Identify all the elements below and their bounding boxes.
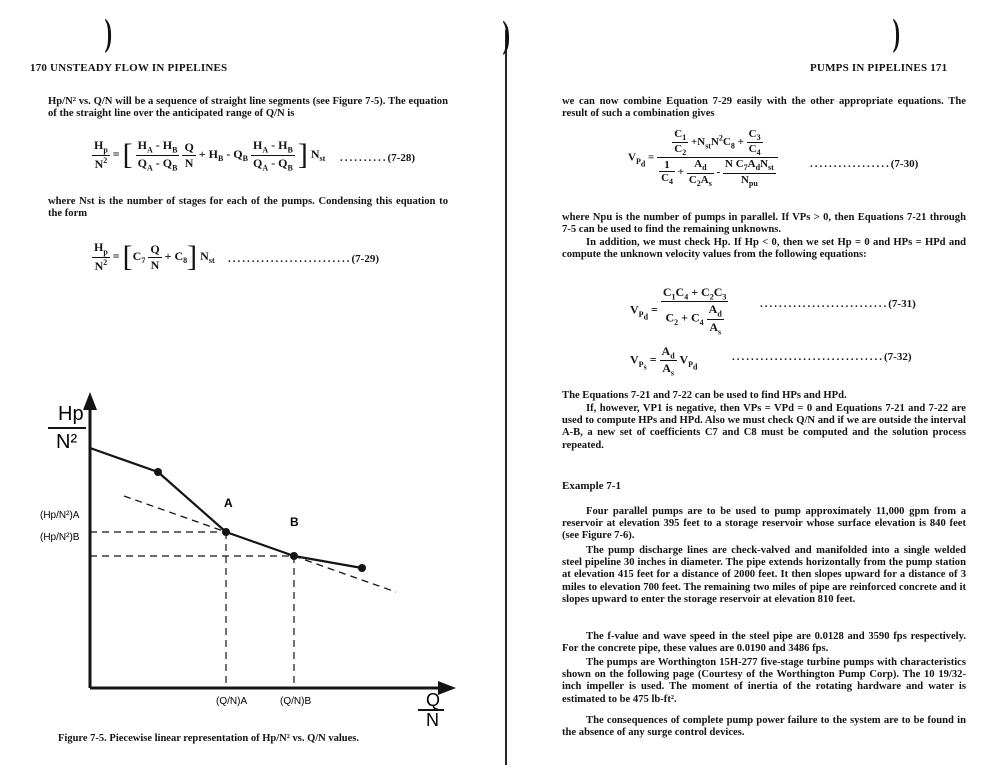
book-spine: [505, 30, 507, 765]
point-a-label: A: [224, 496, 233, 510]
condense-paragraph: where Nst is the number of stages for each of the pumps. Condensing this equation to the form: [48, 196, 448, 220]
x-axis-label-num: Q: [426, 690, 441, 710]
curve-point-1: [154, 468, 162, 476]
curve-segment-2: [158, 472, 226, 532]
combine-paragraph: we can now combine Equation 7-29 easily with the other appropriate equations. The result of such a combination gives: [562, 96, 966, 120]
curve-segment-4: [294, 556, 362, 568]
x-tick-a: (Q/N)A: [216, 696, 248, 707]
left-page: [0, 0, 490, 770]
example-paragraph-3: The f-value and wave speed in the steel pipe are 0.0128 and 3590 fps respectively. For the concrete pipe, these values are 0.0190 and 3486 fps.: [562, 631, 966, 655]
equation-7-28: $\frac{H_p}{N^2}$ = [ $\frac{H_A - H_B}{Q_A - Q_B}$ $\frac{Q}{N}$ + $H_B - Q_B$ $\frac{H_A - H_B}{Q_A - Q_B}$ ] $N_{st}$: [94, 138, 326, 172]
example-paragraph-2: The pump discharge lines are check-valved and manifolded into a single welded steel pipeline 30 inches in diameter. The pipe extends horizontally from the pump station at elevation 415 feet for a distance of 2000 feet. It then slopes upward for a distance of 3 miles to elevation 700 feet. The remaining two miles of pipe are reinforced concrete and it slopes upward to enter the storage reservoir at elevation 810 feet.: [562, 545, 966, 605]
equation-7-28-number: ..........(7-28): [340, 152, 415, 164]
y-axis-label-num: Hp: [58, 403, 84, 425]
point-b-label: B: [290, 515, 299, 529]
y-axis-label-den: N²: [56, 431, 78, 453]
curve-segment-1: [90, 448, 158, 472]
equation-7-31-number: ...........................(7-31): [760, 298, 916, 310]
x-axis-label-den: N: [426, 710, 439, 728]
equation-7-30-number: .................(7-30): [810, 158, 919, 170]
left-page-header: 170 UNSTEADY FLOW IN PIPELINES: [30, 62, 228, 74]
right-page: [510, 0, 1000, 770]
x-tick-b: (Q/N)B: [280, 696, 312, 707]
piecewise-curve: [90, 448, 396, 688]
extension-line-ab: [124, 496, 396, 592]
equation-7-29-number: ..........................(7-29): [228, 253, 379, 265]
example-title: Example 7-1: [562, 480, 621, 492]
equation-7-29: $\frac{H_p}{N^2}$ = [$C_7$ $\frac{Q}{N}$ + $C_8$] $N_{st}$: [94, 240, 215, 273]
y-axis-arrow: [83, 392, 97, 410]
equation-7-32: $V_{P_s}$ = $\frac{A_d}{A_s}$ $V_{P_d}$: [630, 344, 698, 378]
equation-7-30: $V_{P_d}$ = $\frac{C_1}{C_2}$ $+N_{st}N^2C_8$ + $\frac{C_3}{C_4}$ $\frac{1}{C_4}$ + $\frac{A_d}{C_2A_s}$ - $\frac{N C_7A_dN_{st}}{N_{pu}}$: [628, 128, 778, 188]
equation-7-32-number: ................................(7-32): [732, 351, 912, 363]
x-axis-arrow: [438, 681, 456, 695]
curve-point-4: [358, 564, 366, 572]
example-paragraph-1: Four parallel pumps are to be used to pump approximately 11,000 gpm from a reservoir at elevation 395 feet to a storage reservoir whose surface elevation is 840 feet (see Figure 7-6).: [562, 506, 966, 542]
figure-caption: Figure 7-5. Piecewise linear representation of Hp/N² vs. Q/N values.: [58, 733, 360, 744]
equations-paragraph: The Equations 7-21 and 7-22 can be used to find HPs and HPd.: [562, 390, 847, 401]
equation-7-31: $V_{P_d}$ = $C_1C_4 + C_2C_3$ $C_2 + C_4$ $\frac{A_d}{A_s}$: [630, 285, 727, 337]
intro-paragraph: Hp/N² vs. Q/N will be a sequence of straight line segments (see Figure 7-5). The equation of the straight line over the anticipated range of Q/N is: [48, 96, 448, 120]
example-paragraph-5: The consequences of complete pump power failure to the system are to be found in the absence of any surge control devices.: [562, 715, 966, 739]
right-page-header: PUMPS IN PIPELINES 171: [810, 62, 948, 74]
check-paragraph: In addition, we must check Hp. If Hp < 0, then we set Hp = 0 and HPs = HPd and compute the unknown velocity values from the following equations:: [562, 237, 966, 261]
npu-paragraph: where Npu is the number of pumps in parallel. If VPs > 0, then Equations 7-21 through 7-5 can be used to find the remaining unknowns.: [562, 212, 966, 236]
negative-paragraph: If, however, VP1 is negative, then VPs = VPd = 0 and Equations 7-21 and 7-22 are used to compute HPs and HPd. Also we must check Q/N and if we are outside the interval A-B, a new set of coefficients C7 and C8 must be computed and the solution process repeated.: [562, 403, 966, 451]
y-tick-a: (Hp/N²)A: [40, 510, 80, 521]
binding-mark-right: ): [892, 12, 901, 54]
example-paragraph-4: The pumps are Worthington 15H-277 five-stage turbine pumps with characteristics shown on the following page (Courtesy of the Worthington Pump Corp). The 10 19/32-inch impeller is used. The moment of inertia of the rotating hardware and water is estimated to be 475 lb-ft².: [562, 657, 966, 705]
binding-mark: ): [104, 12, 113, 54]
figure-7-5: [40, 388, 480, 728]
binding-mark-center: ): [502, 14, 511, 56]
y-tick-b: (Hp/N²)B: [40, 532, 80, 543]
